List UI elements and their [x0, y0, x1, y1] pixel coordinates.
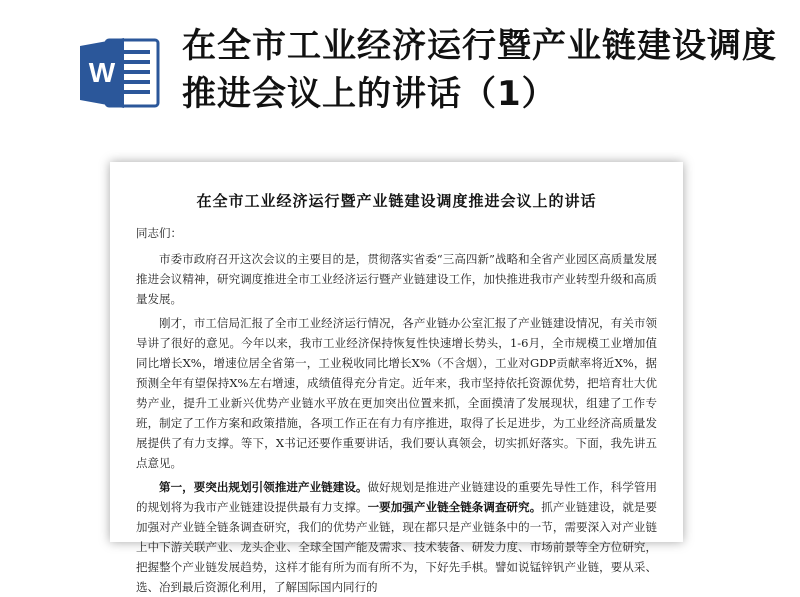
svg-text:W: W	[88, 57, 116, 88]
salutation: 同志们：	[136, 226, 182, 240]
page-title: 在全市工业经济运行暨产业链建设调度推进会议上的讲话（1）	[182, 26, 777, 114]
paragraph-1: 市委市政府召开这次会议的主要目的是，贯彻落实省委“三高四新”战略和全省产业园区高质量发展推进会议精神，研究调度推进全市工业经济运行暨产业链建设工作，加快推进我市产业转型升级和高质量发展。	[136, 252, 657, 306]
paragraph-3-text-b: 抓产业链建设，就是要加强对产业链全链条调查研究，我们的优势产业链，现在都只是产业链条中的一节，需要深入对产业链上中下游关联产业、龙头企业、全球全国产能及需求、技术装备、研发力度、市场前景等全方位研究，把握整个产业链发展趋势，这样才能有所为而有所不为，下好先手棋。譬如说锰锌钒产业链，要从采、选、冶到最后资源化利用，了解国际国内同行的	[136, 500, 658, 594]
paragraph-3-subheading: 一要加强产业链全链条调查研究。	[367, 500, 542, 514]
document-title: 在全市工业经济运行暨产业链建设调度推进会议上的讲话	[196, 192, 597, 210]
paragraph-3-heading: 第一，要突出规划引领推进产业链建设。	[159, 480, 368, 494]
paragraph-3-text-a: 做好规划是推进产业链建设的重要先导性工作，科学管用的规划将为我市产业链建设提供最有力支撑。	[136, 480, 657, 514]
paragraph-2: 刚才，市工信局汇报了全市工业经济运行情况，各产业链办公室汇报了产业链建设情况，有关市领导讲了很好的意见。今年以来，我市工业经济保持恢复性快速增长势头，1-6月，全市规模工业增加值同比增长X%，增速位居全省第一，工业税收同比增长X%（不含烟），工业对GDP贡献率将近X%，据预测全年有望保持X%左右增速，成绩值得充分肯定。近年来，我市坚持依托资源优势，把培育壮大优势产业，提升工业新兴优势产业链水平放在更加突出位置来抓，全面摸清了发展现状，组建了工作专班，制定了工作方案和政策措施，各项工作正在有力有序推进，取得了长足进步，为工业经济高质量发展提供了有力支撑。等下，X书记还要作重要讲话，我们要认真领会，切实抓好落实。下面，我先讲五点意见。	[136, 316, 657, 470]
document-page	[110, 162, 683, 594]
document-body	[110, 211, 683, 597]
paragraph-3	[136, 477, 657, 597]
word-document-icon	[78, 36, 162, 110]
